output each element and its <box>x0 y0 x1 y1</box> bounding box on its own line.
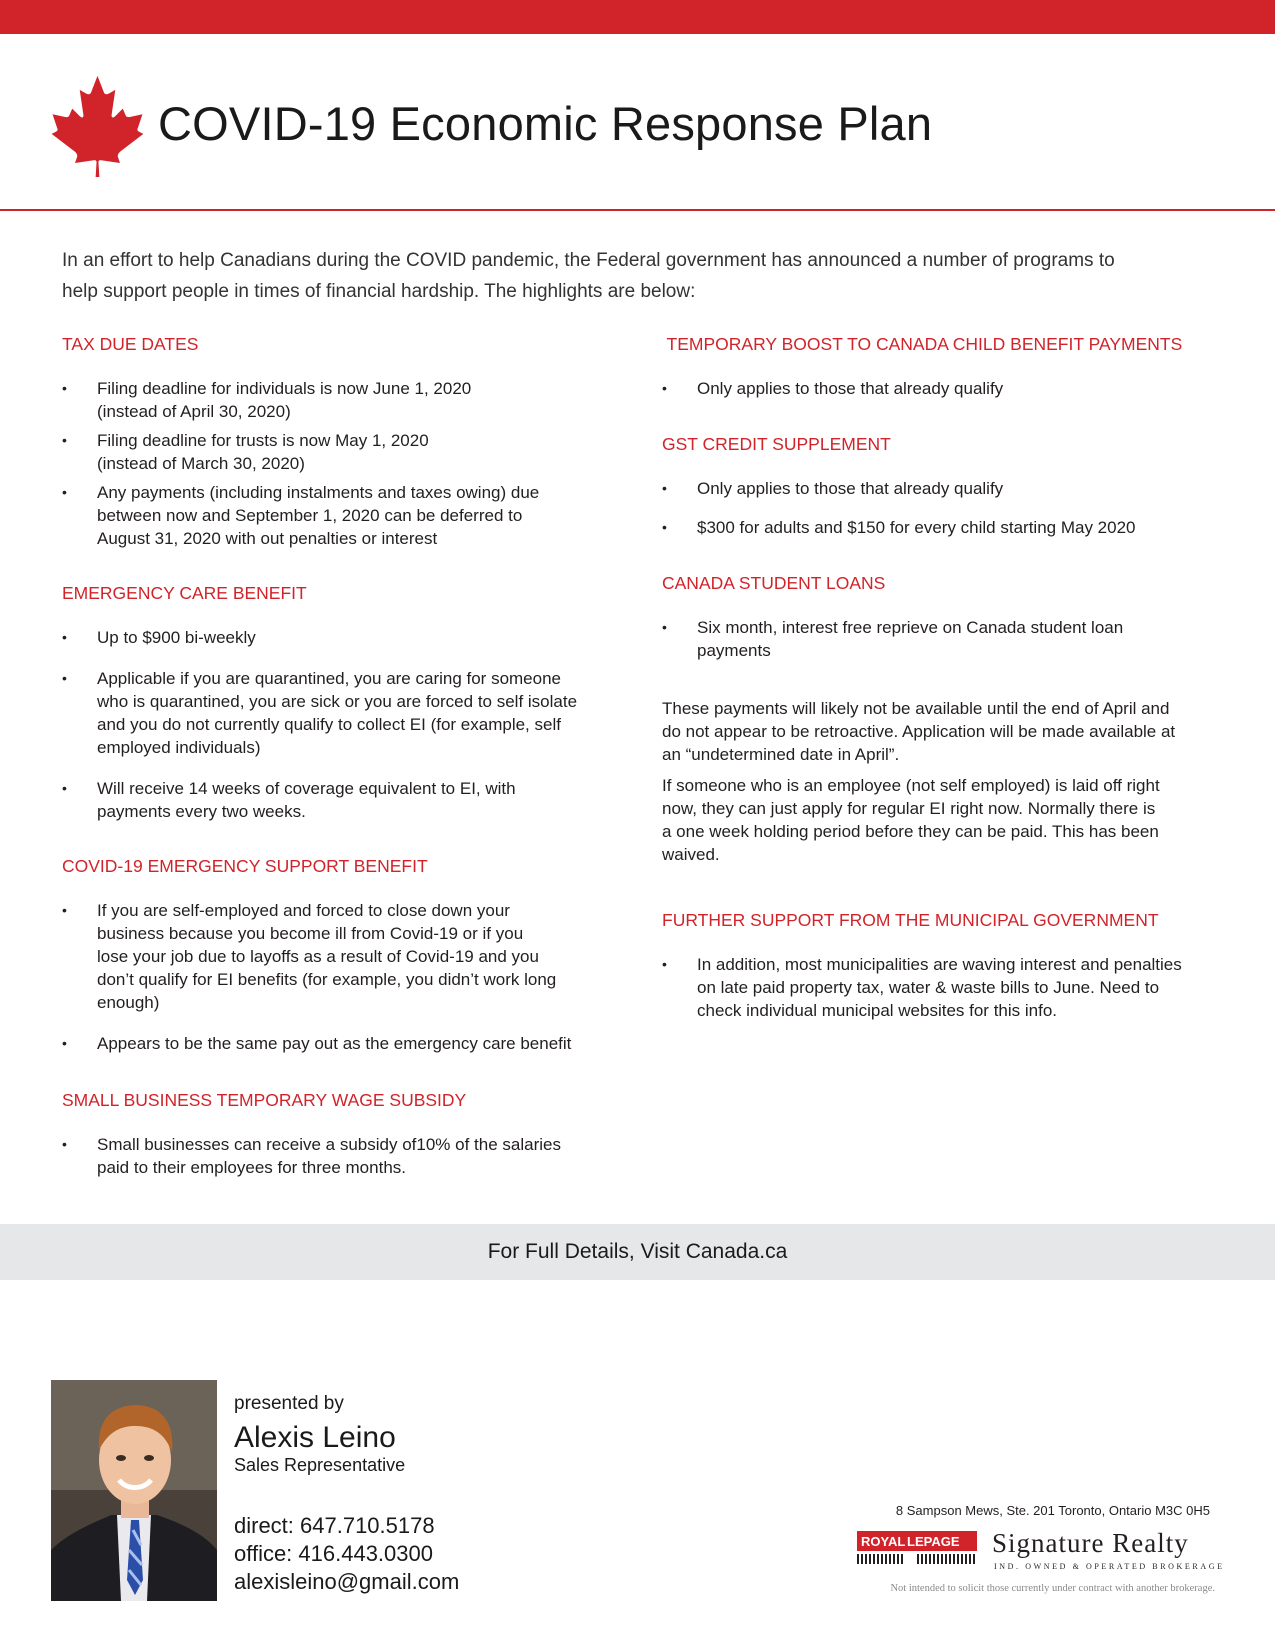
list-item-line: Appears to be the same pay out as the emergency care benefit <box>97 1034 572 1053</box>
list-item-line: payments <box>697 641 771 660</box>
section-heading-child-benefit: TEMPORARY BOOST TO CANADA CHILD BENEFIT PAYMENTS <box>662 334 1183 354</box>
bullet-icon: • <box>662 380 667 396</box>
paragraph-line: do not appear to be retroactive. Application will be made available at <box>662 722 1176 741</box>
paragraph-line: now, they can just apply for regular EI right now. Normally there is <box>662 799 1156 818</box>
list-item-line: Only applies to those that already qualify <box>697 479 1004 498</box>
list-item-line: In addition, most municipalities are waving interest and penalties <box>697 955 1182 974</box>
intro-paragraph <box>62 245 1212 307</box>
list-item-line: and you do not currently qualify to collect EI (for example, self <box>97 715 561 734</box>
list-item-line: employed individuals) <box>97 738 261 757</box>
list-item <box>62 899 622 1014</box>
list-item-line: don’t qualify for EI benefits (for example, you didn’t work long <box>97 970 557 989</box>
section-heading-gst-credit: GST CREDIT SUPPLEMENT <box>662 434 891 454</box>
list-item-line: Filing deadline for trusts is now May 1, 2020 <box>97 431 429 450</box>
bullet-icon: • <box>662 519 667 535</box>
left-column <box>62 334 622 1179</box>
emergency-support-list <box>62 899 622 1055</box>
agent-office-phone[interactable]: office: 416.443.0300 <box>234 1541 433 1566</box>
intro-line: In an effort to help Canadians during the COVID pandemic, the Federal government has announced a number of programs to <box>62 250 1115 271</box>
list-item <box>662 477 1232 500</box>
list-item-line: Will receive 14 weeks of coverage equivalent to EI, with <box>97 779 516 798</box>
agent-direct-phone[interactable]: direct: 647.710.5178 <box>234 1513 435 1538</box>
page-title: COVID-19 Economic Response Plan <box>158 97 933 150</box>
list-item <box>62 626 622 649</box>
bullet-icon: • <box>62 902 67 918</box>
logo-barcode-stripes <box>857 1554 975 1564</box>
list-item-line: (instead of March 30, 2020) <box>97 454 305 473</box>
bullet-icon: • <box>62 670 67 686</box>
list-item-line: business because you become ill from Covid-19 or if you <box>97 924 524 943</box>
list-item-line: paid to their employees for three months. <box>97 1158 406 1177</box>
list-item <box>62 667 622 759</box>
paragraph-line: waived. <box>662 845 720 864</box>
gst-credit-list <box>662 477 1232 539</box>
section-heading-wage-subsidy: SMALL BUSINESS TEMPORARY WAGE SUBSIDY <box>62 1090 467 1110</box>
paragraph-line: These payments will likely not be available until the end of April and <box>662 699 1170 718</box>
list-item-line: Any payments (including instalments and taxes owing) due <box>97 483 540 502</box>
bullet-icon: • <box>62 1136 67 1152</box>
list-item-line: check individual municipal websites for this info. <box>697 1001 1058 1020</box>
top-red-bar <box>0 0 1275 34</box>
list-item <box>62 481 622 550</box>
list-item-line: Small businesses can receive a subsidy of10% of the salaries <box>97 1135 561 1154</box>
intro-line: help support people in times of financial hardship. The highlights are below: <box>62 281 696 302</box>
bullet-icon: • <box>62 432 67 448</box>
emergency-care-list <box>62 626 622 823</box>
list-item <box>62 1032 622 1055</box>
list-item-line: payments every two weeks. <box>97 802 306 821</box>
list-item-line: Applicable if you are quarantined, you are caring for someone <box>97 669 562 688</box>
list-item-line: $300 for adults and $150 for every child starting May 2020 <box>697 518 1136 537</box>
bullet-icon: • <box>62 629 67 645</box>
availability-note <box>662 697 1232 766</box>
list-item-line: Six month, interest free reprieve on Canada student loan <box>697 618 1124 637</box>
paragraph-line: a one week holding period before they can be paid. This has been <box>662 822 1159 841</box>
section-heading-emergency-support-benefit: COVID-19 EMERGENCY SUPPORT BENEFIT <box>62 856 428 876</box>
list-item <box>62 377 622 423</box>
tax-due-dates-list <box>62 377 622 550</box>
logo-text-lepage: LEPAGE <box>907 1534 960 1549</box>
list-item <box>662 516 1232 539</box>
bullet-icon: • <box>662 956 667 972</box>
municipal-support-list <box>662 953 1232 1022</box>
agent-title: Sales Representative <box>234 1455 406 1475</box>
section-heading-emergency-care-benefit: EMERGENCY CARE BENEFIT <box>62 583 307 603</box>
list-item <box>62 429 622 475</box>
section-heading-tax-due-dates: TAX DUE DATES <box>62 334 199 354</box>
child-benefit-list <box>662 377 1232 400</box>
wage-subsidy-list <box>62 1133 622 1179</box>
list-item-line: (instead of April 30, 2020) <box>97 402 291 421</box>
maple-leaf-icon <box>50 74 145 177</box>
list-item-line: between now and September 1, 2020 can be deferred to <box>97 506 523 525</box>
agent-email-link[interactable]: alexisleino@gmail.com <box>234 1569 460 1594</box>
list-item-line: who is quarantined, you are sick or you are forced to self isolate <box>97 692 578 711</box>
list-item <box>662 953 1232 1022</box>
list-item-line: If you are self-employed and forced to close down your <box>97 901 510 920</box>
paragraph-line: an “undetermined date in April”. <box>662 745 900 764</box>
brokerage-address: 8 Sampson Mews, Ste. 201 Toronto, Ontario M3C 0H5 <box>895 1503 1210 1518</box>
list-item-line: Filing deadline for individuals is now June 1, 2020 <box>97 379 472 398</box>
ei-note <box>662 774 1232 866</box>
royal-lepage-logo <box>857 1531 977 1565</box>
student-loans-list <box>662 616 1232 662</box>
list-item-line: Only applies to those that already qualify <box>697 379 1004 398</box>
brokerage-tagline: IND. OWNED & OPERATED BROKERAGE <box>994 1562 1225 1571</box>
list-item <box>62 1133 622 1179</box>
agent-photo <box>51 1380 217 1601</box>
presented-by-label: presented by <box>234 1393 344 1414</box>
list-item-line: on late paid property tax, water & waste bills to June. Need to <box>697 978 1160 997</box>
agent-name: Alexis Leino <box>234 1421 396 1454</box>
header-divider <box>0 209 1275 211</box>
bullet-icon: • <box>662 619 667 635</box>
list-item <box>662 377 1232 400</box>
section-heading-student-loans: CANADA STUDENT LOANS <box>662 573 886 593</box>
details-banner-text: For Full Details, Visit Canada.ca <box>487 1240 788 1263</box>
bullet-icon: • <box>62 780 67 796</box>
bullet-icon: • <box>662 480 667 496</box>
list-item <box>62 777 622 823</box>
agent-portrait-image <box>51 1380 217 1601</box>
bullet-icon: • <box>62 380 67 396</box>
list-item-line: Up to $900 bi-weekly <box>97 628 256 647</box>
list-item-line: lose your job due to layoffs as a result of Covid-19 and you <box>97 947 539 966</box>
right-column <box>662 334 1232 1022</box>
list-item <box>662 616 1232 662</box>
disclaimer-text: Not intended to solicit those currently under contract with another brokerage. <box>890 1583 1215 1594</box>
logo-text-royal: ROYAL <box>861 1534 906 1549</box>
paragraph-line: If someone who is an employee (not self employed) is laid off right <box>662 776 1160 795</box>
bullet-icon: • <box>62 1035 67 1051</box>
list-item-line: August 31, 2020 with out penalties or interest <box>97 529 438 548</box>
list-item-line: enough) <box>97 993 160 1012</box>
signature-realty-logo: Signature Realty <box>992 1528 1189 1558</box>
bullet-icon: • <box>62 484 67 500</box>
section-heading-municipal-support: FURTHER SUPPORT FROM THE MUNICIPAL GOVERNMENT <box>662 910 1159 930</box>
